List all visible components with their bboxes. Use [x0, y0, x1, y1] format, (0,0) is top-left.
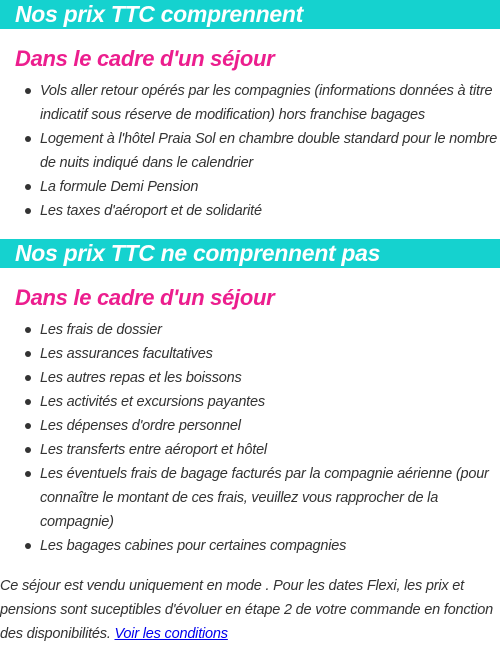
conditions-note	[0, 574, 500, 646]
list-item: Les éventuels frais de bagage facturés par la compagnie aérienne (pour connaître le montant de ces frais, veuillez vous rapprocher de la compagnie)	[0, 462, 500, 534]
included-section	[0, 0, 500, 223]
list-item: Vols aller retour opérés par les compagnies (informations données à titre indicatif sous réserve de modification) hors franchise bagages	[0, 79, 500, 127]
list-item: Les autres repas et les boissons	[0, 366, 500, 390]
list-item: Les frais de dossier	[0, 318, 500, 342]
conditions-link[interactable]: Voir les conditions	[114, 626, 228, 642]
list-item: Les bagages cabines pour certaines compagnies	[0, 534, 500, 558]
list-item: Les taxes d'aéroport et de solidarité	[0, 199, 500, 223]
list-item: Les dépenses d'ordre personnel	[0, 414, 500, 438]
excluded-sub-title: Dans le cadre d'un séjour	[15, 285, 275, 310]
list-item: Les assurances facultatives	[0, 342, 500, 366]
list-item: Les activités et excursions payantes	[0, 390, 500, 414]
excluded-section	[0, 239, 500, 558]
list-item: La formule Demi Pension	[0, 175, 500, 199]
conditions-note-text: Ce séjour est vendu uniquement en mode . Pour les dates Flexi, les prix et pensions sont suceptibles d'évoluer en étape 2 de votre commande en fonction des disponibilités.	[0, 578, 493, 642]
list-item: Les transferts entre aéroport et hôtel	[0, 438, 500, 462]
included-sub-title: Dans le cadre d'un séjour	[15, 46, 275, 71]
excluded-list	[0, 318, 500, 558]
excluded-band-title: Nos prix TTC ne comprennent pas	[0, 239, 500, 268]
included-band-title: Nos prix TTC comprennent	[0, 0, 500, 29]
included-list	[0, 79, 500, 223]
list-item: Logement à l'hôtel Praia Sol en chambre double standard pour le nombre de nuits indiqué dans le calendrier	[0, 127, 500, 175]
